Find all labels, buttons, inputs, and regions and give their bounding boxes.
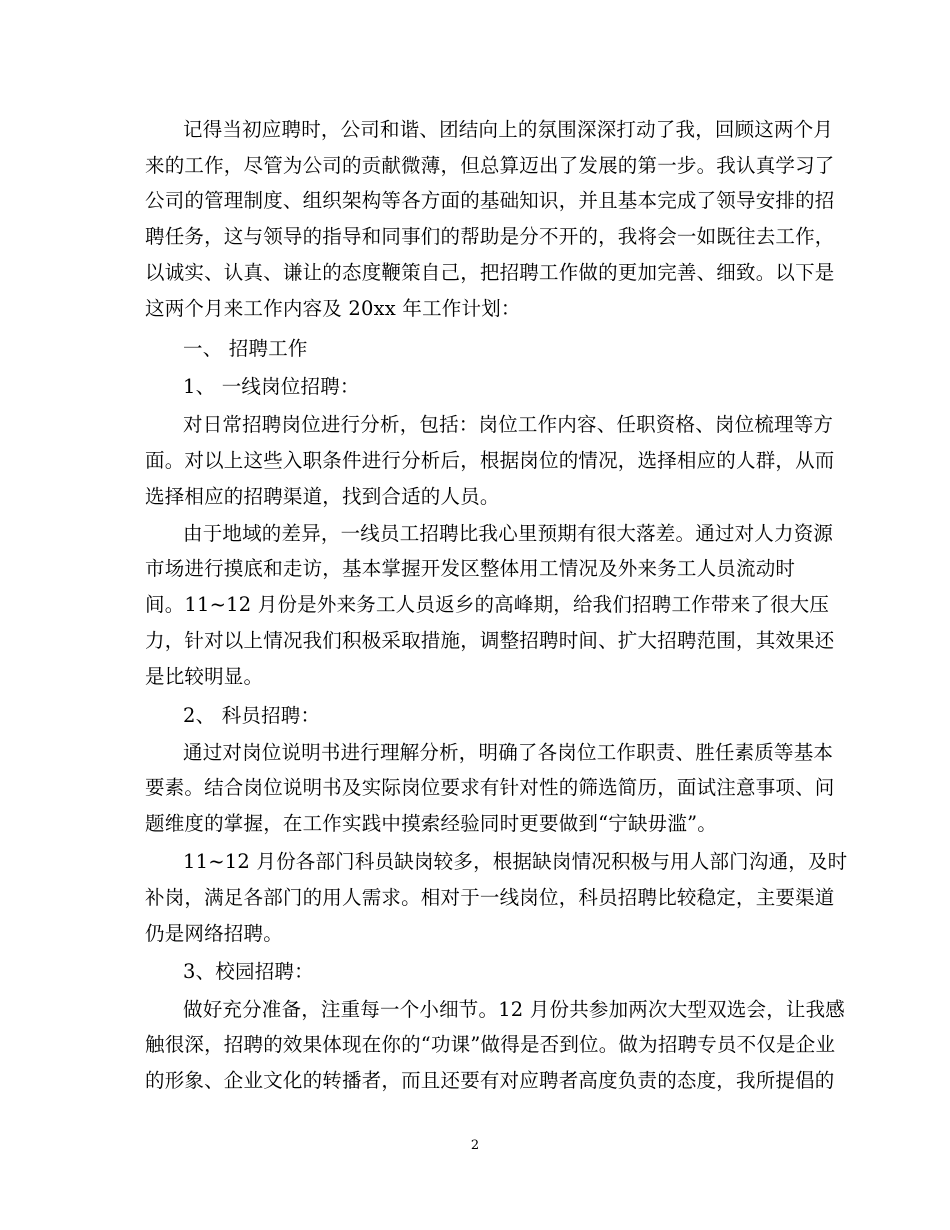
text-line: 聘任务，这与领导的指导和同事们的帮助是分不开的，我将会一如既往去工作，	[145, 225, 835, 248]
subsection-heading: 2、 科员招聘：	[183, 704, 321, 727]
text-line: 间。11~12 月份是外来务工人员返乡的高峰期，给我们招聘工作带来了很大压	[145, 593, 830, 616]
text-line: 这两个月来工作内容及 20xx 年工作计划：	[145, 297, 521, 320]
text-line: 通过对岗位说明书进行理解分析，明确了各岗位工作职责、胜任素质等基本	[183, 741, 834, 764]
text-line: 11~12 月份各部门科员缺岗较多，根据缺岗情况积极与用人部门沟通，及时	[183, 850, 848, 873]
subsection-heading: 1、 一线岗位招聘：	[183, 375, 360, 398]
text-line: 要素。结合岗位说明书及实际岗位要求有针对性的筛选简历，面试注意事项、问	[145, 776, 835, 799]
text-line: 是比较明显。	[145, 665, 264, 688]
text-line: 补岗，满足各部门的用人需求。相对于一线岗位，科员招聘比较稳定，主要渠道	[145, 886, 835, 909]
text-line: 市场进行摸底和走访，基本掌握开发区整体用工情况及外来务工人员流动时	[145, 557, 796, 580]
text-line: 记得当初应聘时，公司和谐、团结向上的氛围深深打动了我，回顾这两个月	[183, 118, 834, 141]
text-line: 对日常招聘岗位进行分析，包括：岗位工作内容、任职资格、岗位梳理等方	[183, 413, 834, 436]
text-line: 做好充分准备，注重每一个小细节。12 月份共参加两次大型双选会，让我感	[183, 998, 846, 1021]
subsection-heading: 3、校园招聘：	[183, 960, 314, 983]
text-line: 以诚实、认真、谦让的态度鞭策自己，把招聘工作做的更加完善、细致。以下是	[145, 261, 835, 284]
text-line: 面。对以上这些入职条件进行分析后，根据岗位的情况，选择相应的人群，从而	[145, 449, 835, 472]
text-line: 触很深，招聘的效果体现在你的“功课”做得是否到位。做为招聘专员不仅是企业	[145, 1033, 836, 1056]
text-line: 的形象、企业文化的转播者，而且还要有对应聘者高度负责的态度，我所提倡的	[145, 1069, 835, 1092]
text-line: 仍是网络招聘。	[145, 922, 283, 945]
section-heading: 一、 招聘工作	[183, 337, 308, 360]
text-line: 力，针对以上情况我们积极采取措施，调整招聘时间、扩大招聘范围，其效果还	[145, 629, 835, 652]
text-line: 由于地域的差异，一线员工招聘比我心里预期有很大落差。通过对人力资源	[183, 522, 834, 545]
text-line: 公司的管理制度、组织架构等各方面的基础知识，并且基本完成了领导安排的招	[145, 189, 835, 212]
text-line: 选择相应的招聘渠道，找到合适的人员。	[145, 485, 500, 508]
text-line: 题维度的掌握，在工作实践中摸索经验同时更要做到“宁缺毋滥”。	[145, 812, 717, 835]
page-number: 2	[470, 1138, 480, 1153]
text-line: 来的工作，尽管为公司的贡献微薄，但总算迈出了发展的第一步。我认真学习了	[145, 154, 835, 177]
